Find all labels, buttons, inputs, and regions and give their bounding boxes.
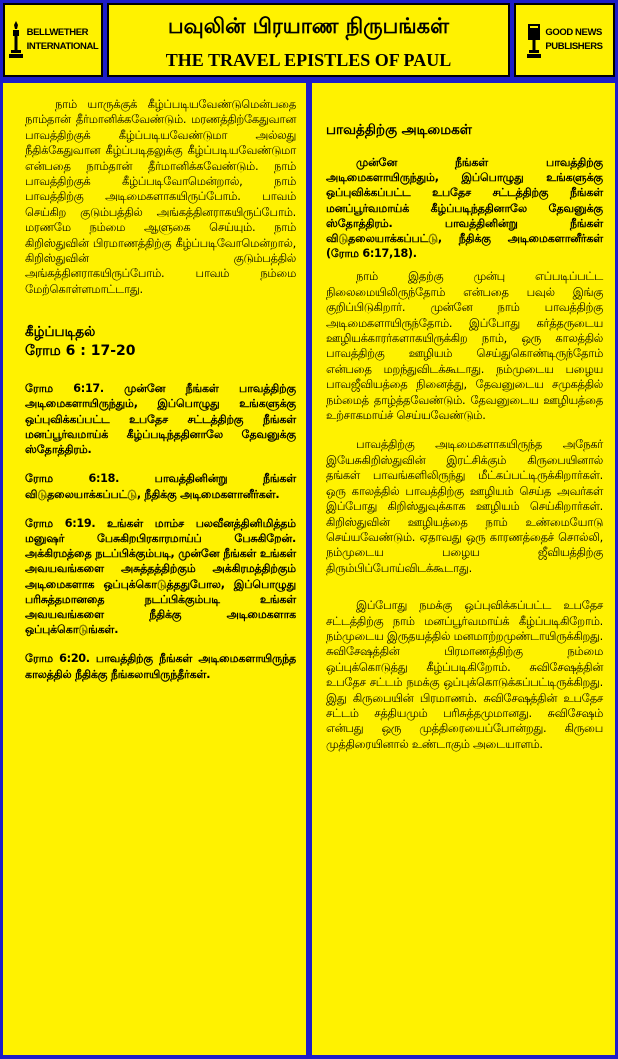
right-column bbox=[312, 83, 615, 1055]
body-paragraph: பாவத்திற்கு அடிமைகளாகயிருந்த அநேகர் இயேசுகிறிஸ்துவின் இரட்சிக்கும் கிருபையினால் தங்கள் பாவங்களிலிருந்து மீட்கப்பட்டிருக்கிறார்கள். ஒரு காலத்தில் பாவத்திற்கு ஊழியம் செய்த அவர்கள் இப்போது கிறிஸ்துவுக்காக ஊழியம் செய்கிறார்கள். கிறிஸ்துவின் ஊழியத்தை நாம் உண்மையோடு செய்யவேண்டும். ஏதாவது ஒரு காரணத்தைச் சொல்லி, நம்முடைய பழைய ஜீவியத்திற்கு திரும்பிப்போய்விடக்கூடாது. bbox=[326, 437, 603, 575]
lamp-icon bbox=[8, 20, 24, 60]
publisher-left-line2: INTERNATIONAL bbox=[26, 41, 99, 52]
page-title-tamil: பவுலின் பிரயாண நிருபங்கள் bbox=[167, 14, 450, 38]
quoted-verse: முன்னே நீங்கள் பாவத்திற்கு அடிமைகளாயிருந்தும், இப்பொழுது உங்களுக்கு ஒப்புவிக்கப்பட்ட உபதேச சட்டத்திற்கு நீங்கள் மனப்பூர்வமாய்க் கீழ்ப்படிந்ததினாலே தேவனுக்கு ஸ்தோத்திரம். பாவத்தினின்று நீங்கள் விடுதலையாக்கப்பட்டு, நீதிக்கு அடிமைகளானீர்கள் (ரோம 6:17,18). bbox=[326, 156, 603, 261]
verse-18: ரோம 6:18. பாவத்தினின்று நீங்கள் விடுதலையாக்கப்பட்டு, நீதிக்கு அடிமைகளானீர்கள். bbox=[25, 472, 296, 501]
body-paragraph: நாம் இதற்கு முன்பு எப்படிப்பட்ட நிலைமையிலிருந்தோம் என்பதை பவுல் இங்கு குறிப்பிடுகிறார். முன்னே நாம் பாவத்திற்கு அடிமைகளாயிருந்தோம். இப்போது கர்த்தருடைய ஊழியக்காரர்களாகயிருக்கிற நாம், ஒரு காலத்தில் பாவத்திற்கு ஊழியம் செய்துகொண்டிருந்தோம் என்பதை மறந்துவிடக்கூடாது. நம்முடைய பழைய பாவஜீவியத்தை நினைத்து, தேவனுடைய சமுகத்தில் நம்மைத் தாழ்த்தவேண்டும். தேவனுடைய ஊழியத்தை உற்சாகமாய்ச் செய்யவேண்டும். bbox=[326, 269, 603, 423]
book-icon bbox=[526, 20, 542, 60]
bellwether-logo bbox=[3, 3, 103, 77]
right-heading: பாவத்திற்கு அடிமைகள் bbox=[326, 122, 472, 138]
page-title-english: THE TRAVEL EPISTLES OF PAUL bbox=[165, 50, 452, 70]
left-column bbox=[3, 83, 306, 1055]
publisher-left-line1: BELLWETHER bbox=[26, 27, 89, 38]
publisher-right-line1: GOOD NEWS bbox=[545, 27, 602, 38]
body-paragraph: இப்போது நமக்கு ஒப்புவிக்கப்பட்ட உபதேச சட்டத்திற்கு நாம் மனப்பூர்வமாய்க் கீழ்ப்படிகிறோம். நம்முடைய இருதயத்தில் மனமாற்றமுண்டாயிருக்கிறது. சுவிசேஷத்தின் பிரமாணத்திற்கு நம்மை ஒப்புக்கொடுத்து கீழ்ப்படிகிறோம். சுவிசேஷத்தின் உபதேச சட்டம் நமக்கு ஒப்புக்கொடுக்கப்பட்டிருக்கிறது. இது கிருபையின் பிரமாணம். சுவிசேஷத்தின் உபதேச சட்டம் சத்தியமும் பரிசுத்தமுமானது. சுவிசேஷம் என்பது ஒரு முத்திரையைப்போன்றது. கிருபை முத்திரையினால் உண்டாகும் அடையாளம். bbox=[326, 598, 603, 751]
publisher-right-line2: PUBLISHERS bbox=[545, 41, 603, 52]
verse-17: ரோம 6:17. முன்னே நீங்கள் பாவத்திற்கு அடிமைகளாயிருந்தும், இப்பொழுது உங்களுக்கு ஒப்புவிக்கப்பட்ட உபதேச சட்டத்திற்கு நீங்கள் மனப்பூர்வமாய்க் கீழ்ப்படிந்ததினாலே தேவனுக்கு ஸ்தோத்திரம். bbox=[25, 382, 296, 457]
page-header bbox=[0, 0, 618, 80]
intro-paragraph: நாம் யாருக்குக் கீழ்ப்படியவேண்டுமென்பதை நாம்தான் தீர்மானிக்கவேண்டும். மரணத்திற்கேதுவான பாவத்திற்குக் கீழ்ப்படியவேண்டுமா அல்லது நீதிக்கேதுவான கீழ்ப்படிதலுக்கு கீழ்ப்படியவேண்டுமா என்பதை நாம்தான் தீர்மானிக்கவேண்டும். நாம் பாவத்திற்குக் கீழ்ப்படிவோமென்றால், நாம் பாவத்திற்கு அடிமைகளாகயிருப்போம். பாவம் செய்கிற குடும்பத்தில் அங்கத்தினராகயிருப்போம். மரணமே நம்மை ஆளுகை செய்யும். நாம் கிறிஸ்துவின் பிரமாணத்திற்கு கீழ்ப்படிவோமென்றால், கிறிஸ்துவின் குடும்பத்தில் அங்கத்தினராகயிருப்போம். பாவம் நம்மை மேற்கொள்ளமாட்டாது. bbox=[25, 97, 296, 296]
verse-20: ரோம 6:20. பாவத்திற்கு நீங்கள் அடிமைகளாயிருந்த காலத்தில் நீதிக்கு நீங்கலாயிருந்தீர்கள். bbox=[25, 652, 296, 681]
title-box bbox=[107, 3, 510, 77]
section-title: கீழ்ப்படிதல் bbox=[25, 324, 96, 341]
good-news-logo bbox=[514, 3, 615, 77]
section-reference: ரோம 6 : 17-20 bbox=[25, 343, 136, 360]
verse-19: ரோம 6:19. உங்கள் மாம்ச பலவீனத்தினிமித்தம் மனுஷர் பேசுகிறபிரகாரமாய்ப் பேசுகிறேன். அக்கிரமத்தை நடப்பிக்கும்படி, முன்னே நீங்கள் உங்கள் அவயவங்களை அசுத்தத்திற்கும் அக்கிரமத்திற்கும் அடிமைகளாக ஒப்புக்கொடுத்ததுபோல, இப்பொழுது பரிசுத்தமானதை நடப்பிக்கும்படி உங்கள் அவயவங்களை நீதிக்கு அடிமைகளாக ஒப்புக்கொடுங்கள். bbox=[25, 516, 296, 637]
